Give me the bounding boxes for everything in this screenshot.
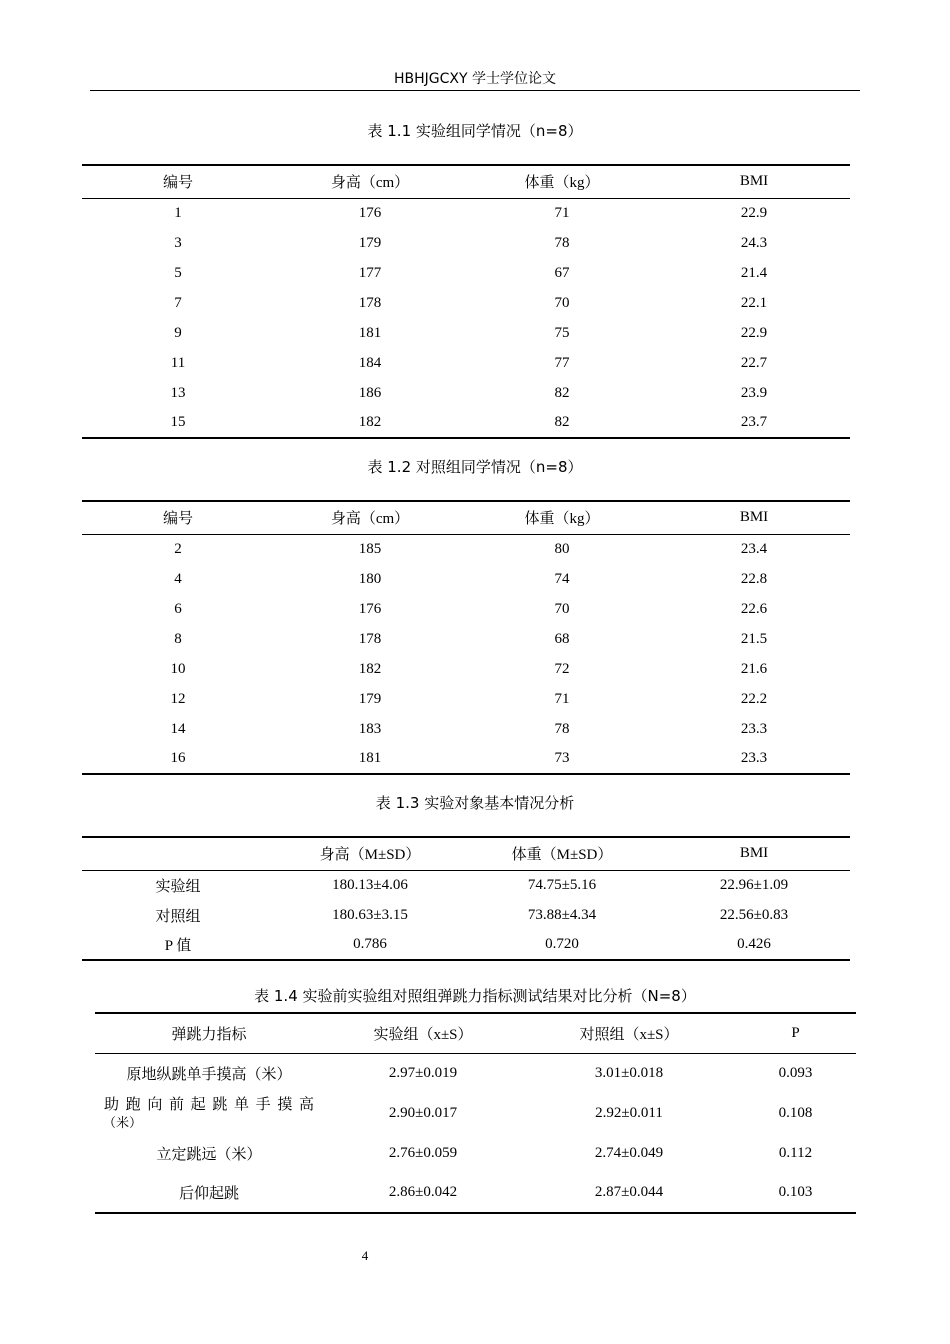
cell-height: 178 (358, 630, 382, 647)
table-row (82, 564, 850, 594)
cell-height: 183 (358, 720, 382, 737)
table-row (82, 714, 850, 744)
table-1-4 (95, 1012, 856, 1214)
table-row (82, 408, 850, 438)
cell-height: 179 (358, 234, 382, 251)
cell-weight: 82 (554, 384, 570, 401)
table-row (82, 624, 850, 654)
cell-height: 180 (358, 570, 382, 587)
cell-p: 0.093 (778, 1064, 813, 1081)
cell-height: 182 (358, 660, 382, 677)
table-row (82, 288, 850, 318)
cell-id: 15 (82, 408, 274, 438)
cell-height: 181 (358, 324, 382, 341)
cell-control: 2.92±0.011 (595, 1104, 663, 1121)
cell-weight: 70 (554, 600, 570, 617)
table-row (82, 900, 850, 930)
table-header-row (82, 501, 850, 534)
cell-control: 2.87±0.044 (523, 1173, 735, 1213)
col-header-group (82, 837, 274, 870)
cell-height: 0.786 (274, 930, 466, 960)
indicator-unit: （米） (103, 1114, 143, 1130)
cell-weight: 73.88±4.34 (527, 906, 597, 923)
cell-id: 1 (174, 204, 182, 221)
cell-weight: 80 (554, 540, 570, 557)
cell-bmi: 23.3 (658, 744, 850, 774)
cell-weight: 71 (554, 690, 570, 707)
cell-indicator: 后仰起跳 (95, 1173, 323, 1213)
col-header-bmi: BMI (658, 837, 850, 870)
cell-id: 13 (170, 384, 186, 401)
table-1-2 (82, 500, 850, 775)
cell-bmi: 22.96±1.09 (719, 876, 789, 893)
cell-bmi: 22.9 (740, 324, 768, 341)
cell-id: 16 (82, 744, 274, 774)
table-row (82, 228, 850, 258)
col-header-height: 身高（M±SD） (274, 837, 466, 870)
page-number: 4 (361, 1248, 369, 1263)
table-1-3-caption: 表 1.3 实验对象基本情况分析 (375, 794, 575, 812)
table-row (82, 654, 850, 684)
cell-weight: 77 (554, 354, 570, 371)
cell-group: 对照组 (155, 908, 201, 925)
cell-id: 5 (174, 264, 182, 281)
col-header-height: 身高（cm） (274, 165, 466, 198)
table-row (82, 258, 850, 288)
table-1-1 (82, 164, 850, 439)
col-header-control: 对照组（x±S） (523, 1013, 735, 1053)
table-row (82, 930, 850, 960)
table-row (95, 1133, 856, 1173)
cell-bmi: 22.1 (740, 294, 768, 311)
cell-weight: 74.75±5.16 (527, 876, 597, 893)
cell-bmi: 22.7 (740, 354, 768, 371)
table-1-1-caption: 表 1.1 实验组同学情况（n=8） (367, 122, 583, 140)
table-1-3 (82, 836, 850, 961)
col-header-p: P (735, 1013, 856, 1053)
cell-weight: 82 (466, 408, 658, 438)
table-row (82, 870, 850, 900)
cell-height: 180.13±4.06 (332, 876, 408, 893)
table-1-2-caption: 表 1.2 对照组同学情况（n=8） (367, 458, 583, 476)
cell-bmi: 21.4 (740, 264, 768, 281)
table-row (82, 744, 850, 774)
table-row (95, 1093, 856, 1133)
cell-id: 8 (174, 630, 182, 647)
cell-id: 7 (174, 294, 182, 311)
cell-id: 11 (170, 354, 186, 371)
table-row (82, 534, 850, 564)
cell-id: 10 (170, 660, 186, 677)
cell-height: 182 (274, 408, 466, 438)
cell-experimental: 2.90±0.017 (388, 1104, 458, 1121)
cell-bmi: 22.56±0.83 (719, 906, 789, 923)
cell-experimental: 2.86±0.042 (323, 1173, 523, 1213)
cell-weight: 78 (554, 720, 570, 737)
cell-control: 2.74±0.049 (594, 1144, 664, 1161)
cell-bmi: 23.4 (740, 540, 768, 557)
cell-height: 179 (358, 690, 382, 707)
col-header-weight: 体重（M±SD） (466, 837, 658, 870)
table-row (95, 1173, 856, 1213)
cell-weight: 73 (466, 744, 658, 774)
cell-weight: 72 (554, 660, 570, 677)
cell-height: 177 (358, 264, 382, 281)
cell-bmi: 22.6 (740, 600, 768, 617)
cell-p: 0.112 (778, 1144, 813, 1161)
cell-weight: 67 (554, 264, 570, 281)
cell-height: 181 (274, 744, 466, 774)
table-row (82, 198, 850, 228)
cell-id: 12 (170, 690, 186, 707)
cell-bmi: 22.2 (740, 690, 768, 707)
cell-bmi: 23.9 (740, 384, 768, 401)
cell-group: P 值 (82, 930, 274, 960)
col-header-height: 身高（cm） (274, 501, 466, 534)
cell-bmi: 22.8 (740, 570, 768, 587)
cell-indicator: 立定跳远（米） (156, 1146, 262, 1163)
cell-weight: 0.720 (466, 930, 658, 960)
cell-height: 176 (358, 204, 382, 221)
col-header-id: 编号 (82, 501, 274, 534)
running-header: HBHJGCXY 学士学位论文 (393, 71, 556, 87)
cell-weight: 74 (554, 570, 570, 587)
cell-bmi: 21.5 (740, 630, 768, 647)
cell-id: 9 (174, 324, 182, 341)
cell-experimental: 2.97±0.019 (388, 1064, 458, 1081)
col-header-weight: 体重（kg） (466, 165, 658, 198)
cell-group: 实验组 (155, 878, 201, 895)
table-row (82, 378, 850, 408)
cell-bmi: 22.9 (740, 204, 768, 221)
cell-weight: 78 (554, 234, 570, 251)
cell-height: 176 (358, 600, 382, 617)
table-1-4-caption: 表 1.4 实验前实验组对照组弹跳力指标测试结果对比分析（N=8） (254, 987, 696, 1005)
cell-height: 178 (358, 294, 382, 311)
indicator-text: 助跑向前起跳单手摸高 (104, 1094, 314, 1113)
cell-p: 0.108 (778, 1104, 813, 1121)
table-row (82, 348, 850, 378)
table-header-row (82, 837, 850, 870)
cell-control: 3.01±0.018 (594, 1064, 664, 1081)
col-header-indicator: 弹跳力指标 (95, 1013, 323, 1053)
table-row (82, 594, 850, 624)
cell-weight: 68 (554, 630, 570, 647)
cell-weight: 71 (554, 204, 570, 221)
cell-indicator: 原地纵跳单手摸高（米） (126, 1066, 292, 1083)
cell-bmi: 23.3 (740, 720, 768, 737)
cell-id: 14 (170, 720, 186, 737)
cell-id: 2 (174, 540, 182, 557)
cell-id: 4 (174, 570, 182, 587)
cell-experimental: 2.76±0.059 (388, 1144, 458, 1161)
col-header-bmi: BMI (658, 165, 850, 198)
cell-bmi: 0.426 (658, 930, 850, 960)
cell-height: 184 (358, 354, 382, 371)
cell-height: 180.63±3.15 (332, 906, 408, 923)
cell-p: 0.103 (735, 1173, 856, 1213)
cell-id: 3 (174, 234, 182, 251)
cell-id: 6 (174, 600, 182, 617)
table-row (95, 1053, 856, 1093)
cell-bmi: 23.7 (658, 408, 850, 438)
col-header-experimental: 实验组（x±S） (323, 1013, 523, 1053)
cell-weight: 75 (554, 324, 570, 341)
table-row (82, 684, 850, 714)
table-header-row (82, 165, 850, 198)
col-header-id: 编号 (82, 165, 274, 198)
col-header-weight: 体重（kg） (466, 501, 658, 534)
cell-bmi: 21.6 (740, 660, 768, 677)
cell-height: 185 (358, 540, 382, 557)
cell-indicator (95, 1093, 323, 1133)
col-header-bmi: BMI (658, 501, 850, 534)
header-rule (90, 90, 860, 91)
table-row (82, 318, 850, 348)
table-header-row (95, 1013, 856, 1053)
cell-weight: 70 (554, 294, 570, 311)
cell-bmi: 24.3 (740, 234, 768, 251)
cell-height: 186 (358, 384, 382, 401)
